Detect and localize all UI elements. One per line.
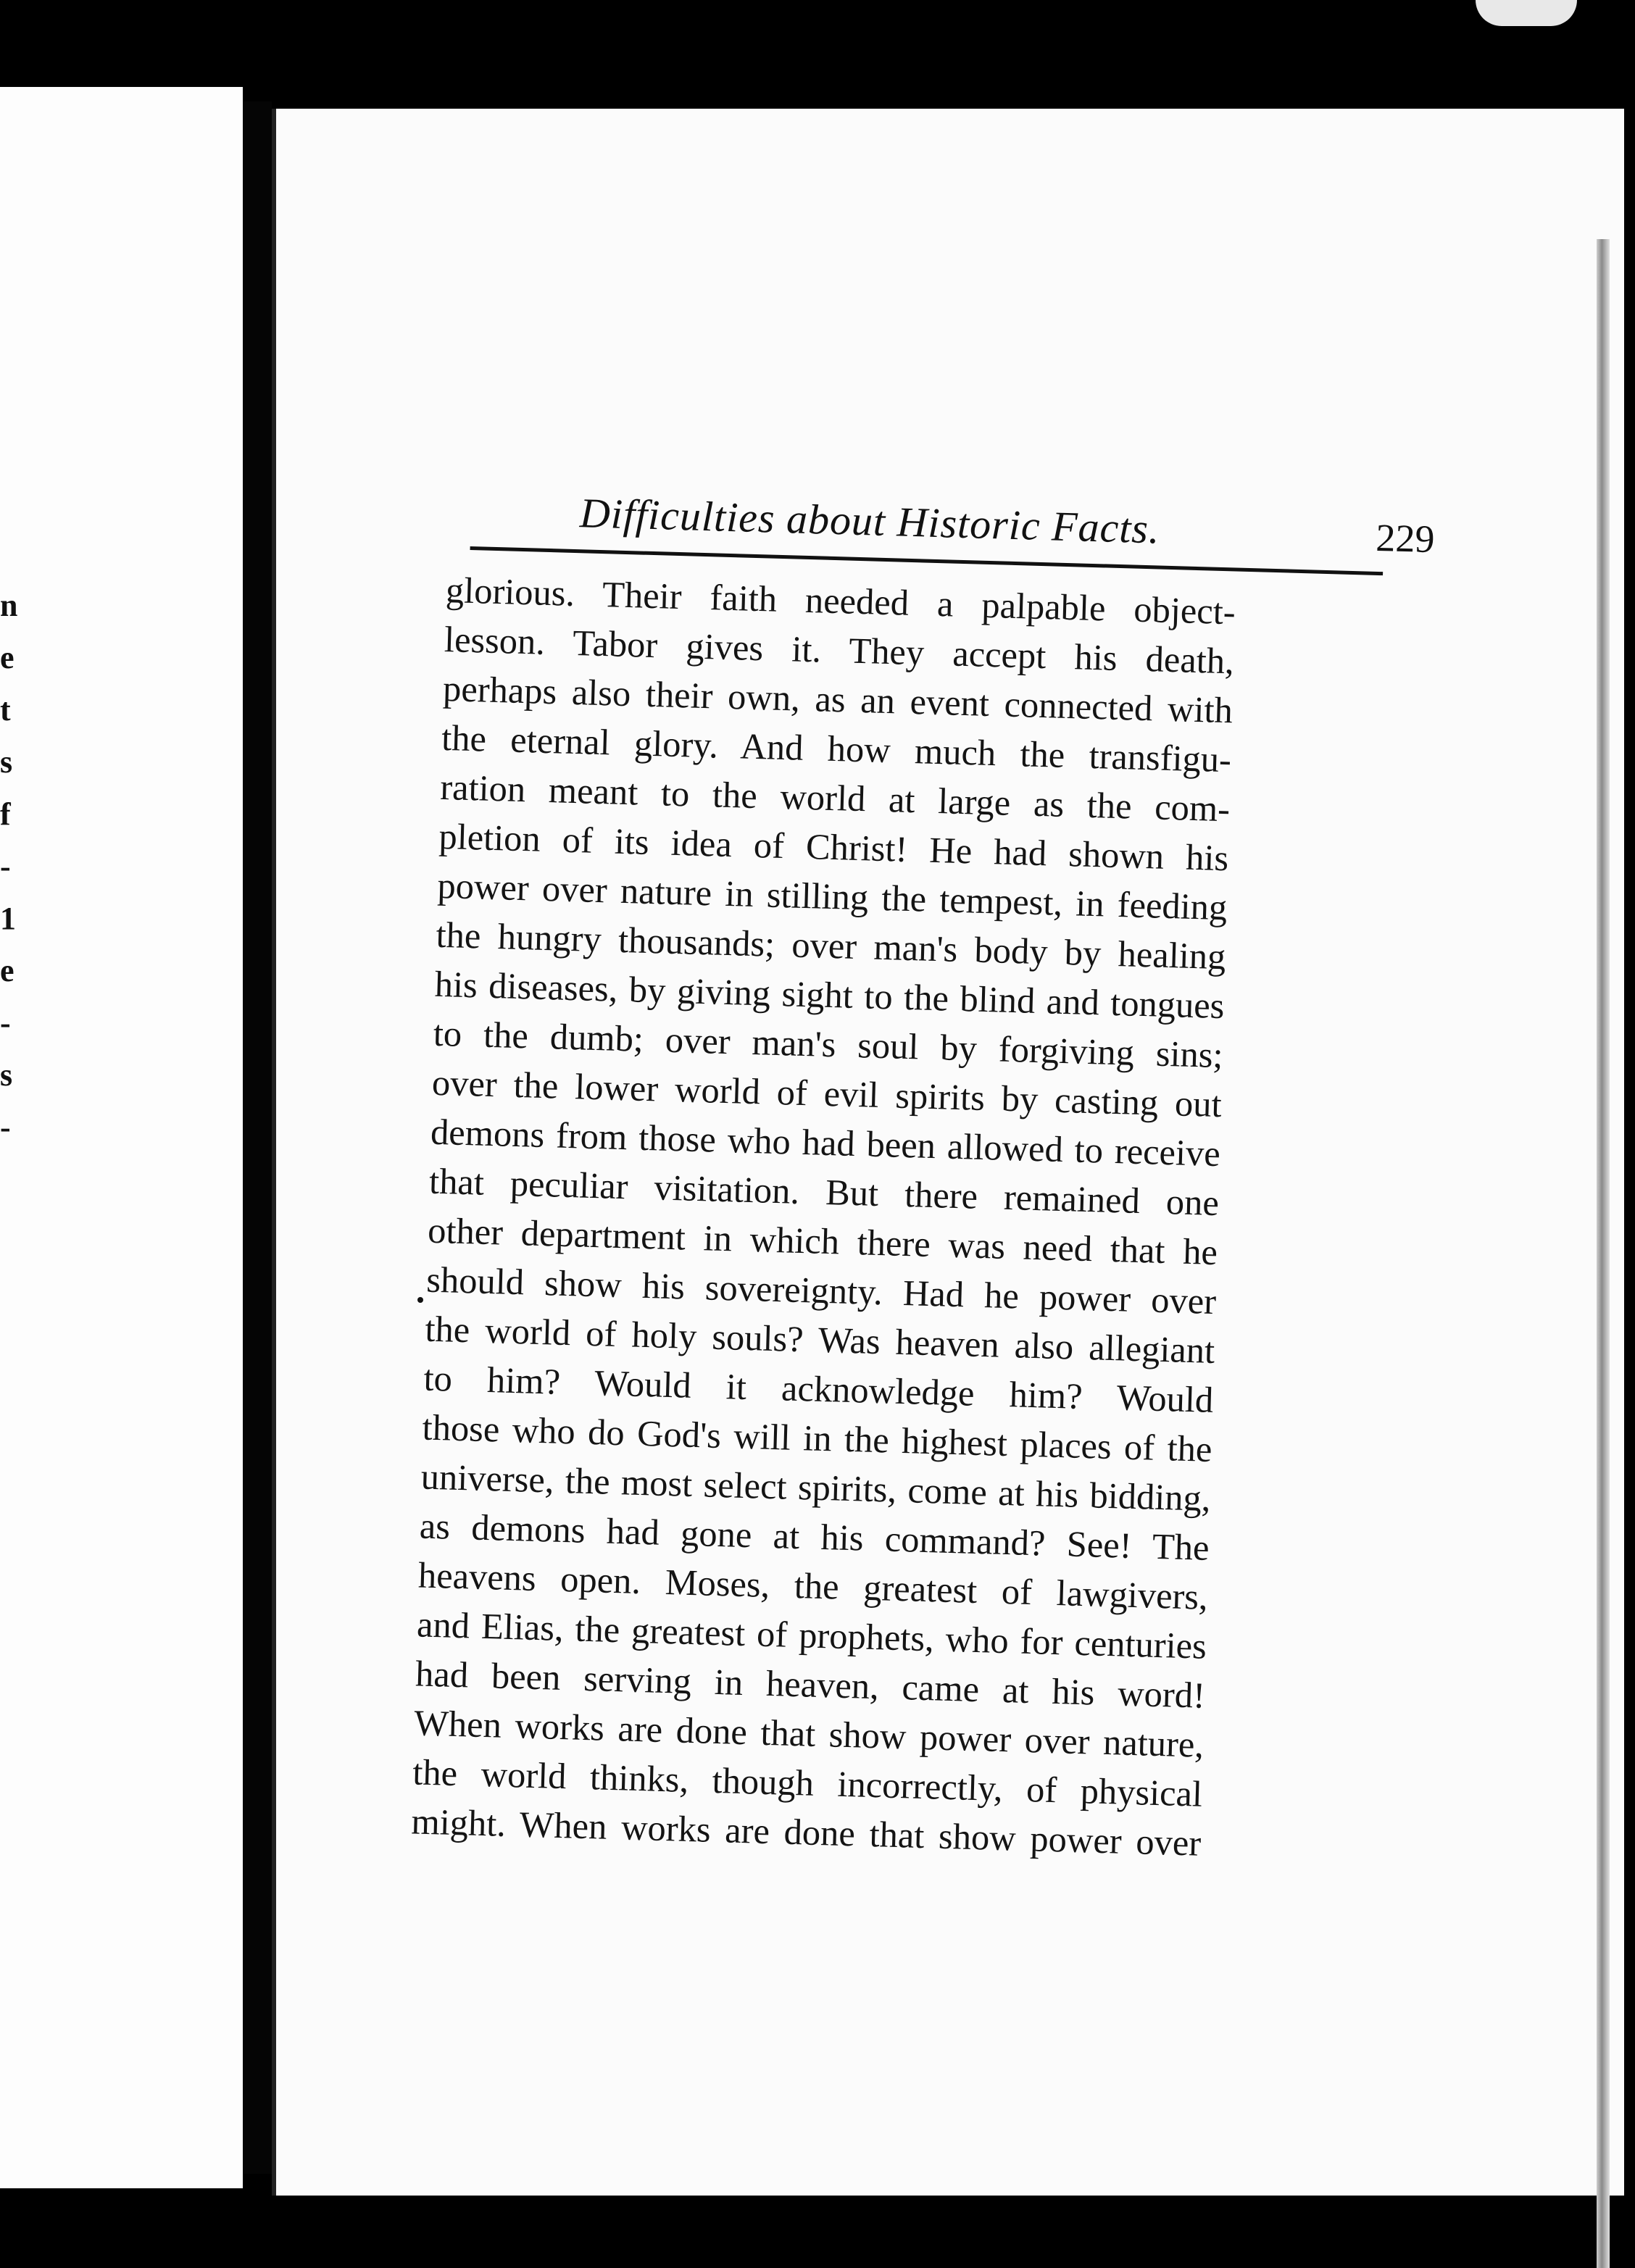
left-page-cut-text	[0, 580, 22, 1154]
edge-char: t	[0, 692, 11, 727]
edge-char: s	[0, 744, 13, 780]
text-line: his diseases, by giving sight to the blind and tongues	[434, 963, 1226, 1027]
text-line: might. When works are done that show power over	[410, 1801, 1202, 1864]
text-line: had been serving in heaven, came at his word!	[415, 1653, 1206, 1716]
text-line: other department in which there was need that he	[427, 1209, 1218, 1273]
text-line: to the dumb; over man's soul by forgiving sins;	[433, 1012, 1224, 1076]
edge-char: e	[0, 953, 14, 988]
page-number: 229	[1375, 515, 1436, 562]
edge-char: -	[0, 1005, 11, 1041]
text-line: those who do God's will in the highest places of the	[421, 1406, 1213, 1469]
edge-char: -	[0, 1109, 11, 1145]
text-line: the world thinks, though incorrectly, of physical	[412, 1751, 1203, 1814]
text-line: pletion of its idea of Christ! He had shown his	[438, 815, 1229, 879]
text-line: as demons had gone at his command? See! The	[419, 1505, 1210, 1568]
text-line: When works are done that show power over nature,	[413, 1702, 1205, 1765]
body-text	[411, 565, 1236, 1868]
edge-char: n	[0, 588, 18, 623]
text-line: power over nature in stilling the tempest, in feeding	[436, 864, 1228, 928]
book-gutter	[243, 101, 272, 2174]
book-page	[272, 109, 1624, 2196]
edge-char: s	[0, 1057, 13, 1093]
text-line: universe, the most select spirits, come at his bidding,	[420, 1456, 1212, 1519]
text-line: and Elias, the greatest of prophets, who for centuries	[416, 1604, 1207, 1667]
scan-artifact	[1476, 0, 1577, 26]
text-line: the world of holy souls? Was heaven also allegiant	[424, 1308, 1215, 1372]
page-edge-shadow	[1597, 239, 1610, 2268]
edge-char: -	[0, 849, 11, 884]
text-line: that peculiar visitation. But there remained one	[428, 1160, 1220, 1224]
edge-char: e	[0, 640, 14, 675]
text-line: should show his sovereignty. Had he power over	[425, 1259, 1217, 1322]
ink-speck	[417, 1297, 423, 1303]
text-line: heavens open. Moses, the greatest of lawgivers,	[417, 1554, 1209, 1617]
text-line: the eternal glory. And how much the transfigu-	[441, 717, 1232, 780]
text-line: perhaps also their own, as an event connected with	[442, 667, 1233, 731]
running-head-title: Difficulties about Historic Facts.	[579, 489, 1161, 553]
text-line: the hungry thousands; over man's body by healing	[435, 914, 1227, 977]
text-line: demons from those who had been allowed to receive	[430, 1111, 1221, 1175]
left-facing-page	[0, 87, 243, 2188]
text-line: ration meant to the world at large as the com-	[439, 766, 1231, 830]
text-line: glorious. Their faith needed a palpable object-	[445, 569, 1236, 633]
text-line: lesson. Tabor gives it. They accept his death,	[444, 618, 1235, 682]
text-line: over the lower world of evil spirits by casting out	[431, 1062, 1223, 1125]
text-line: to him? Would it acknowledge him? Would	[423, 1357, 1215, 1420]
edge-char: f	[0, 796, 11, 832]
edge-char: 1	[0, 901, 16, 936]
